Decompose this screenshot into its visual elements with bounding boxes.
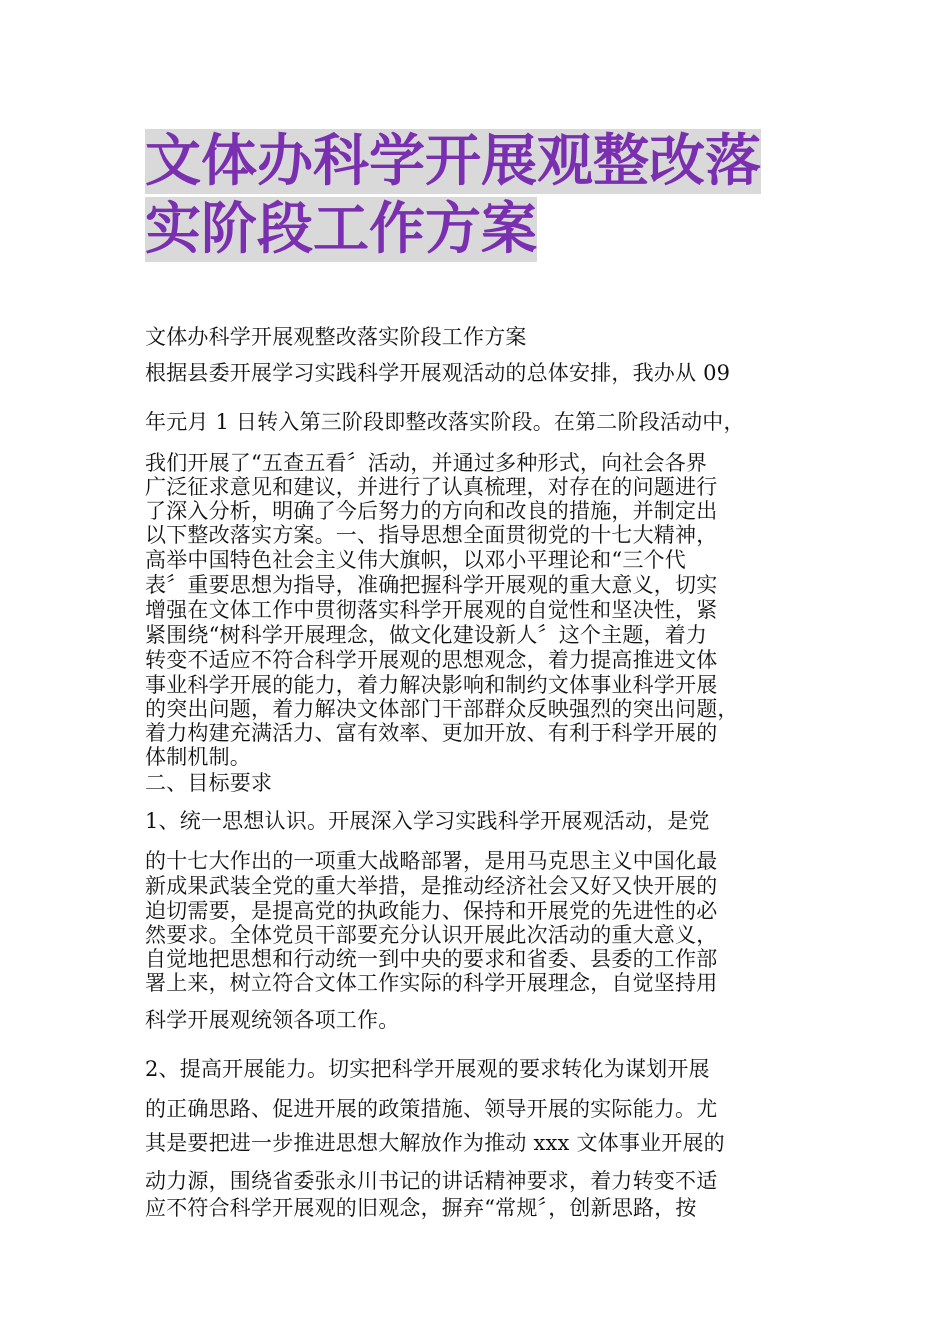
body-line: 增强在文体工作中贯彻落实科学开展观的自觉性和坚决性，紧 <box>145 598 718 622</box>
body-line: 紧围绕“树科学开展理念，做文化建设新人〞这个主题，着力 <box>145 623 708 647</box>
body-line: 高举中国特色社会主义伟大旗帜，以邓小平理论和“三个代 <box>145 548 686 572</box>
body-line: 迫切需要，是提高党的执政能力、保持和开展党的先进性的必 <box>145 899 718 923</box>
body-line: 动力源，围绕省委张永川书记的讲话精神要求，着力转变不适 <box>145 1169 718 1193</box>
body-line: 年元月 1 日转入第三阶段即整改落实阶段。在第二阶段活动中， <box>145 410 745 434</box>
section-heading: 二、目标要求 <box>145 771 273 795</box>
body-line: 新成果武装全党的重大举措，是推动经济社会又好又快开展的 <box>145 874 718 898</box>
body-line: 表〞重要思想为指导，准确把握科学开展观的重大意义，切实 <box>145 573 718 597</box>
body-line: 1、统一思想认识。开展深入学习实践科学开展观活动，是党 <box>145 809 710 833</box>
body-line: 自觉地把思想和行动统一到中央的要求和省委、县委的工作部 <box>145 947 718 971</box>
doc-subtitle: 文体办科学开展观整改落实阶段工作方案 <box>145 325 527 349</box>
body-line: 广泛征求意见和建议，并进行了认真梳理，对存在的问题进行 <box>145 475 718 499</box>
body-line: 然要求。全体党员干部要充分认识开展此次活动的重大意义， <box>145 923 718 947</box>
body-line: 应不符合科学开展观的旧观念，摒弃“常规〞，创新思路，按 <box>145 1196 697 1220</box>
body-line: 其是要把进一步推进思想大解放作为推动 xxx 文体事业开展的 <box>145 1131 725 1155</box>
body-line: 科学开展观统领各项工作。 <box>145 1008 400 1032</box>
body-line: 转变不适应不符合科学开展观的思想观念，着力提高推进文体 <box>145 648 718 672</box>
body-line: 2、提高开展能力。切实把科学开展观的要求转化为谋划开展 <box>145 1057 710 1081</box>
body-line: 的十七大作出的一项重大战略部署，是用马克思主义中国化最 <box>145 849 718 873</box>
body-line: 的正确思路、促进开展的政策措施、领导开展的实际能力。尤 <box>145 1097 718 1121</box>
body-line: 了深入分析，明确了今后努力的方向和改良的措施，并制定出 <box>145 499 718 523</box>
title-line-1: 文体办科学开展观整改落 <box>145 129 761 194</box>
body-line: 事业科学开展的能力，着力解决影响和制约文体事业科学开展 <box>145 673 718 697</box>
body-line: 的突出问题，着力解决文体部门干部群众反映强烈的突出问题， <box>145 697 739 721</box>
body-line: 体制机制。 <box>145 745 251 769</box>
body-line: 署上来，树立符合文体工作实际的科学开展理念，自觉坚持用 <box>145 971 718 995</box>
body-line: 着力构建充满活力、富有效率、更加开放、有利于科学开展的 <box>145 721 718 745</box>
body-line: 以下整改落实方案。一、指导思想全面贯彻党的十七大精神， <box>145 523 718 547</box>
document-title <box>145 128 825 264</box>
body-line: 我们开展了“五查五看〞活动，并通过多种形式，向社会各界 <box>145 451 708 475</box>
body-line: 根据县委开展学习实践科学开展观活动的总体安排，我办从 09 <box>145 361 731 385</box>
title-line-2: 实阶段工作方案 <box>145 197 537 262</box>
